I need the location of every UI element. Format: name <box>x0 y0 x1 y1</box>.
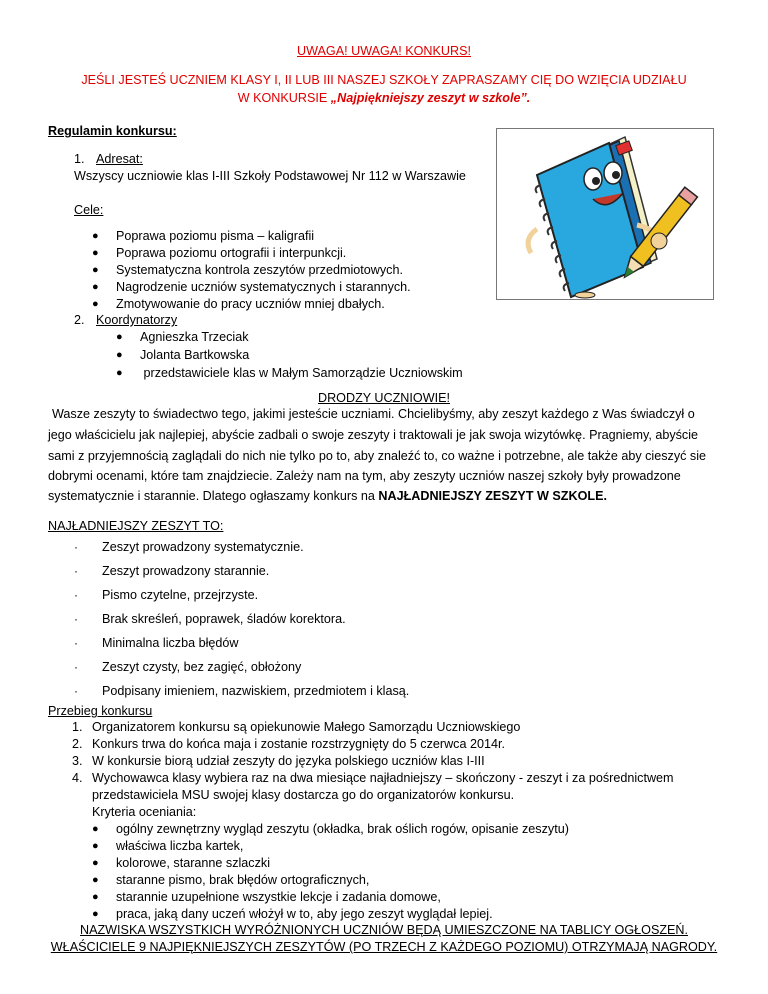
bullet: ● <box>116 367 123 379</box>
regulamin-title: Regulamin konkursu: <box>48 124 177 138</box>
bullet: · <box>74 612 78 626</box>
list-item: Zmotywowanie do pracy uczniów mniej dbałych. <box>116 297 385 311</box>
header-contest-prefix: W KONKURSIE <box>237 91 331 105</box>
list-item: właściwa liczba kartek, <box>116 839 244 853</box>
bullet: ● <box>92 247 99 259</box>
list-item: Agnieszka Trzeciak <box>140 330 249 344</box>
list-item: Poprawa poziomu pisma – kaligrafii <box>116 229 315 243</box>
bullet: ● <box>92 840 99 852</box>
list-item: kolorowe, staranne szlaczki <box>116 856 270 870</box>
drodzy-line: sami z przyjemnością zaglądali do nich nie tylko po to, aby znaleźć to, co ważne i potrzebne, ale także aby cieszyć sie <box>48 449 707 463</box>
list-item: Zeszyt prowadzony starannie. <box>102 564 270 578</box>
drodzy-last-prefix: systematycznie i starannie. Dlatego ogłaszamy konkurs na <box>48 489 379 503</box>
list-item: Minimalna liczba błędów <box>102 636 239 650</box>
notebook-illustration <box>496 128 714 300</box>
drodzy-last-line <box>48 488 607 505</box>
list-item: Nagrodzenie uczniów systematycznych i starannych. <box>116 280 411 294</box>
bullet: ● <box>92 823 99 835</box>
contest-name-bold: NAJŁADNIEJSZY ZESZYT W SZKOLE. <box>378 489 607 503</box>
bullet: ● <box>92 857 99 869</box>
bullet: ● <box>116 331 123 343</box>
list-item: Zeszyt prowadzony systematycznie. <box>102 540 304 554</box>
contest-name: „Najpiękniejszy zeszyt w szkole”. <box>330 91 531 105</box>
list-number: 3. <box>72 754 83 768</box>
header-title: UWAGA! UWAGA! KONKURS! <box>297 44 471 58</box>
koordynatorzy-number: 2. <box>74 313 85 327</box>
list-item: Konkurs trwa do końca maja i zostanie rozstrzygnięty do 5 czerwca 2014r. <box>92 737 505 751</box>
list-item: Wychowawca klasy wybiera raz na dwa miesiące najładniejszy – skończony - zeszyt i za pośrednictwem <box>92 771 674 785</box>
bullet: · <box>74 660 78 674</box>
bullet: · <box>74 588 78 602</box>
footer-notice: NAZWISKA WSZYSTKICH WYRÓŻNIONYCH UCZNIÓW BĘDĄ UMIESZCZONE NA TABLICY OGŁOSZEŃ. <box>79 923 689 937</box>
list-item: Organizatorem konkursu są opiekunowie Małego Samorządu Uczniowskiego <box>92 720 521 734</box>
list-item: Poprawa poziomu ortografii i interpunkcji. <box>116 246 347 260</box>
footer-prizes: WŁAŚCICIELE 9 NAJPIĘKNIEJSZYCH ZESZYTÓW (PO TRZECH Z KAŻDEGO POZIOMU) OTRZYMAJĄ NAGRODY. <box>50 940 718 954</box>
bullet: ● <box>92 281 99 293</box>
list-item: przedstawiciele klas w Małym Samorządzie Uczniowskim <box>140 366 463 380</box>
bullet: · <box>74 540 78 554</box>
bullet: ● <box>92 891 99 903</box>
list-number: 4. <box>72 771 83 785</box>
bullet: ● <box>92 874 99 886</box>
drodzy-title: DRODZY UCZNIOWIE! <box>317 391 450 405</box>
header-invitation: JEŚLI JESTEŚ UCZNIEM KLASY I, II LUB III NASZEJ SZKOŁY ZAPRASZAMY CIĘ DO WZIĘCIA UDZIAŁU <box>81 73 687 87</box>
bullet: ● <box>92 230 99 242</box>
list-item: Podpisany imieniem, nazwiskiem, przedmiotem i klasą. <box>102 684 410 698</box>
bullet: ● <box>92 298 99 310</box>
cartoon-notebook-with-pencil-icon <box>497 129 713 299</box>
list-item: Pismo czytelne, przejrzyste. <box>102 588 259 602</box>
list-item: Jolanta Bartkowska <box>140 348 250 362</box>
list-item: Zeszyt czysty, bez zagięć, obłożony <box>102 660 302 674</box>
drodzy-line: dobrymi ocenami, które tam znajdziecie. Zależy nam na tym, aby zeszyty uczniów naszej szkoły były prowadzone <box>48 469 681 483</box>
adresat-number: 1. <box>74 152 85 166</box>
list-item: praca, jaką dany uczeń włożył w to, aby jego zeszyt wyglądał lepiej. <box>116 907 493 921</box>
bullet: · <box>74 684 78 698</box>
adresat-text: Wszyscy uczniowie klas I-III Szkoły Podstawowej Nr 112 w Warszawie <box>74 169 466 183</box>
list-item: Systematyczna kontrola zeszytów przedmiotowych. <box>116 263 403 277</box>
bullet: · <box>74 636 78 650</box>
list-item: starannie uzupełnione wszystkie lekcje i zadania domowe, <box>116 890 441 904</box>
list-item: staranne pismo, brak błędów ortograficznych, <box>116 873 370 887</box>
list-item: W konkursie biorą udział zeszyty do języka polskiego uczniów klas I-III <box>92 754 485 768</box>
list-item: ogólny zewnętrzny wygląd zeszytu (okładka, brak oślich rogów, opisanie zeszytu) <box>116 822 569 836</box>
drodzy-line: jego właścicielu jak najlepiej, abyście zadbali o swoje zeszyty i traktowali je jak swoja wizytówkę. Pragniemy, abyście <box>48 428 699 442</box>
list-number: 2. <box>72 737 83 751</box>
koordynatorzy-label: Koordynatorzy <box>96 313 178 327</box>
drodzy-line: Wasze zeszyty to świadectwo tego, jakimi jesteście uczniami. Chcielibyśmy, aby zeszyt każdego z Was świadczył o <box>52 407 695 421</box>
cele-label: Cele: <box>74 203 104 217</box>
list-number: 1. <box>72 720 83 734</box>
bullet: ● <box>92 908 99 920</box>
kryteria-label: Kryteria oceniania: <box>92 805 197 819</box>
przebieg-title: Przebieg konkursu <box>48 704 153 718</box>
list-item-continuation: przedstawiciela MSU swojej klasy dostarcza go do organizatorów konkursu. <box>92 788 515 802</box>
bullet: · <box>74 564 78 578</box>
bullet: ● <box>92 264 99 276</box>
bullet: ● <box>116 349 123 361</box>
header-contest-line <box>0 90 768 107</box>
list-item: Brak skreśleń, poprawek, śladów korektora. <box>102 612 346 626</box>
najladniejszy-title: NAJŁADNIEJSZY ZESZYT TO: <box>48 519 224 533</box>
adresat-label: Adresat: <box>96 152 143 166</box>
